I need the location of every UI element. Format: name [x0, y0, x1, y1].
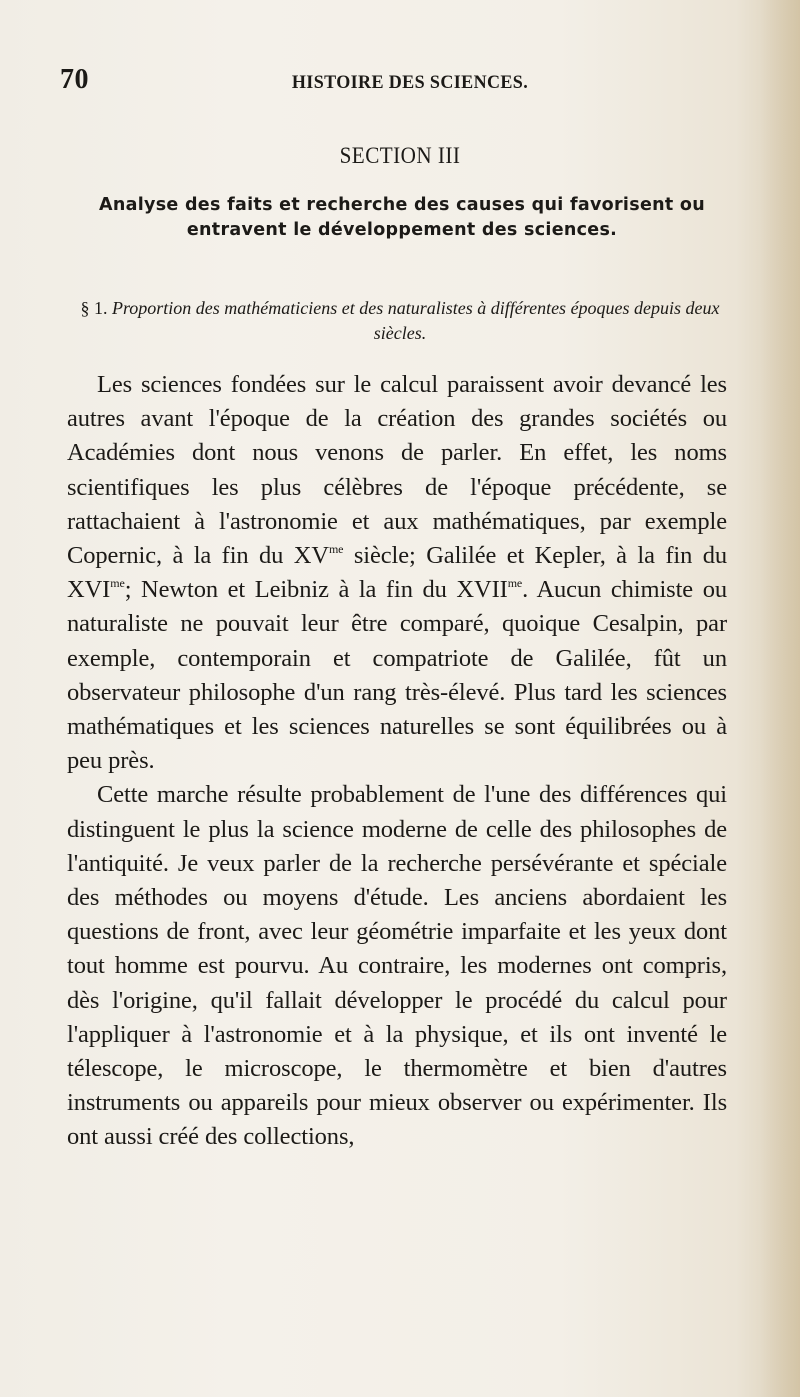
paragraph-2: Cette marche résulte probablement de l'une des différences qui distinguent le plus la science moderne de celle des philosophes de l'antiquité. Je veux parler de la recherche persévérante et spéciale des méthodes ou moyens d'étude. Les anciens abordaient les questions de front, avec leur géométrie imparfaite et les yeux dont tout homme est pourvu. Au contraire, les modernes ont compris, dès l'origine, qu'il fallait développer le procédé du calcul pour l'appliquer à l'astronomie et à la physique, et ils ont inventé le télescope, le microscope, le thermomètre et bien d'autres instruments ou appareils pour mieux observer ou expérimenter. Ils ont aussi créé des collections, — [67, 781, 727, 1151]
paragraph-1-part-c: ; Newton et Leibniz à la fin du XVII — [124, 576, 508, 604]
subsection-heading — [70, 296, 730, 346]
paragraph-1-part-a: Les sciences fondées sur le calcul paraissent avoir devancé les autres avant l'époque de la création des grandes sociétés ou Académies dont nous venons de parler. En effet, les noms scientifiques les plus célèbres de l'époque précédente, se rattachaient à l'astronomie et aux mathématiques, par exemple Copernic, à la fin du XV — [67, 371, 727, 570]
running-head: HISTOIRE DES SCIENCES. — [291, 72, 529, 93]
section-title: SECTION III — [339, 143, 461, 168]
superscript-me: me — [507, 576, 523, 591]
paragraph-1-part-d: . Aucun chimiste ou naturaliste ne pouvait leur être comparé, quoique Cesalpin, par exemple, contemporain et compatriote de Galilée, fût un observateur philosophe d'un rang très-élevé. Plus tard les sciences mathématiques et les sciences naturelles se sont équilibrées ou à peu près. — [67, 576, 727, 775]
page-edge-shadow — [760, 0, 800, 1397]
paragraph-1 — [67, 368, 727, 778]
superscript-me: me — [110, 576, 125, 591]
body-text — [67, 368, 727, 1155]
page-number: 70 — [60, 64, 89, 95]
subsection-number: § 1. — [80, 298, 108, 318]
superscript-me: me — [328, 542, 344, 557]
subsection-title: Proportion des mathématiciens et des naturalistes à différentes époques depuis deux siècles. — [111, 298, 720, 343]
page-header — [60, 64, 760, 104]
paragraph-1-part-b: siècle; Galilée et Kepler, à la fin du XVI — [67, 542, 727, 604]
section-subtitle: Analyse des faits et recherche des causes qui favorisent ou entravent le développement des sciences. — [98, 195, 706, 240]
